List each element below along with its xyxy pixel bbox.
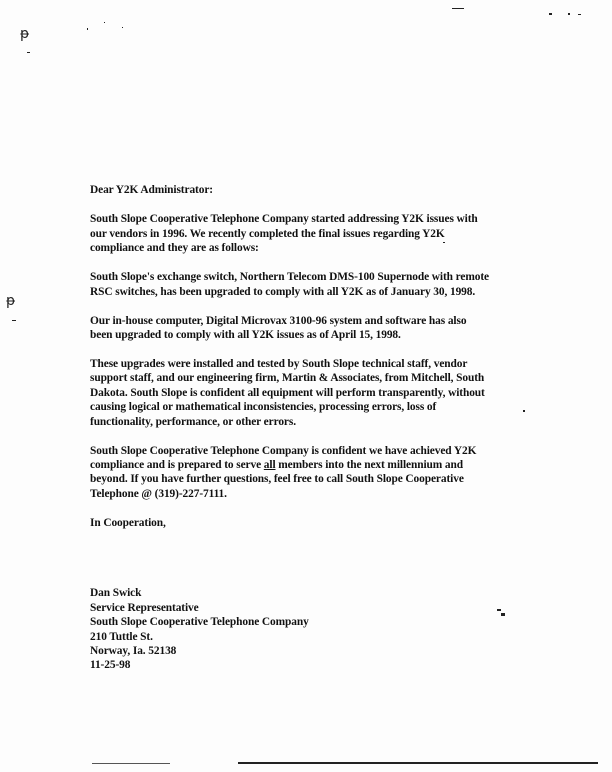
paragraph-exchange-switch: South Slope's exchange switch, Northern Telecom DMS-100 Supernode with remote RSC switches, has been upgraded to comply with all Y2K as of January 30, 1998. — [90, 271, 489, 298]
paragraph-upgrades-tested: These upgrades were installed and tested by South Slope technical staff, vendor support staff, and our engineering firm, Martin & Associates, from Mitchell, South Dakota. South Slope is confident all equipment will perform transparently, without causing logical or mathematical inconsistencies, processing errors, loss of functionality, performance, or other errors. — [90, 358, 485, 428]
paragraph-confidence-start: South Slope Cooperative Telephone Company is confident we have achieved Y2K compliance and is prepared to serve — [90, 444, 477, 472]
signer-name: Dan Swick — [90, 587, 142, 600]
scan-speck — [87, 28, 88, 30]
company-name: South Slope Cooperative Telephone Company — [90, 616, 309, 629]
paragraph-confidence — [90, 444, 530, 502]
closing: In Cooperation, — [90, 516, 166, 529]
scan-edge-line — [238, 762, 598, 764]
signature-block — [90, 586, 530, 672]
letter-body — [90, 183, 530, 673]
scan-speck — [12, 320, 16, 321]
salutation: Dear Y2K Administrator: — [90, 184, 213, 196]
scan-speck — [578, 14, 581, 15]
scan-speck — [27, 52, 30, 53]
city-state-zip: Norway, Ia. 52138 — [90, 644, 177, 657]
scan-speck — [549, 13, 552, 15]
margin-mark-icon: ᵽ — [6, 293, 16, 309]
scan-speck — [452, 8, 464, 9]
underlined-word: all — [263, 459, 276, 472]
signer-title: Service Representative — [90, 601, 199, 614]
street-address: 210 Tuttle St. — [90, 630, 153, 643]
margin-mark-icon: ᵽ — [20, 26, 30, 42]
scan-speck — [104, 22, 105, 23]
scan-speck — [122, 27, 123, 28]
paragraph-confidence-end: members into the next millennium and beyond. If you have further questions, feel free to call South Slope Cooperative Telephone @ (319)-227-7111. — [90, 459, 464, 500]
scan-speck — [568, 13, 570, 15]
paragraph-intro: South Slope Cooperative Telephone Company started addressing Y2K issues with our vendors in 1996. We recently completed the final issues regarding Y2K compliance and they are as follows: — [90, 213, 478, 255]
paragraph-in-house-computer: Our in-house computer, Digital Microvax 3100-96 system and software has also been upgraded to comply with all Y2K issues as of April 15, 1998. — [90, 314, 467, 342]
letter-date: 11-25-98 — [90, 659, 131, 672]
scan-edge-line — [92, 763, 170, 764]
